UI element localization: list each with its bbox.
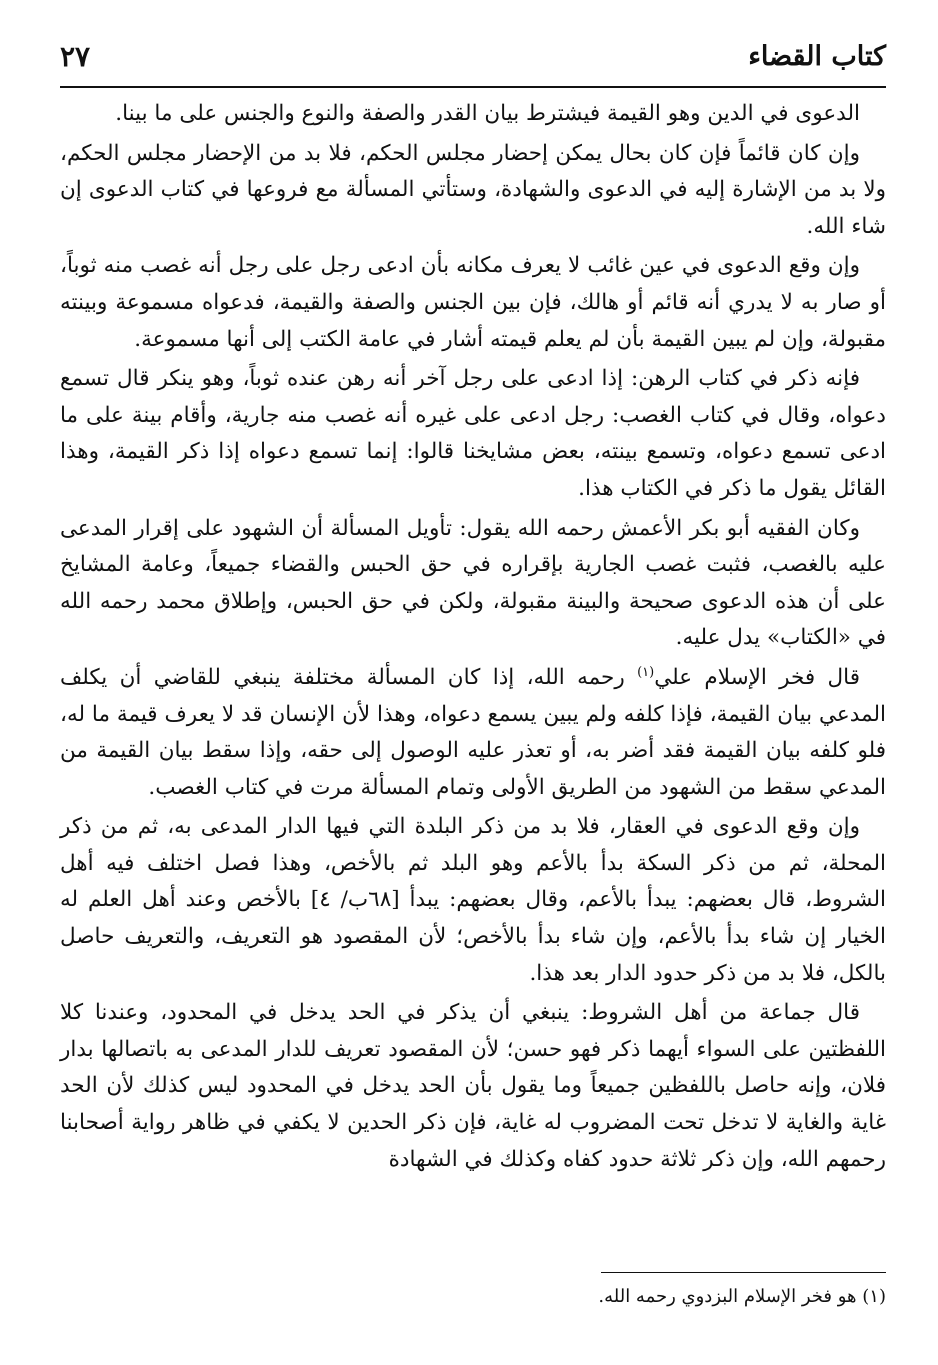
- header-rule: [60, 86, 886, 88]
- footnote-number: (١): [862, 1286, 886, 1307]
- footnote-rule: [601, 1272, 886, 1273]
- paragraph: وإن كان قائماً فإن كان بحال يمكن إحضار مجلس الحكم، فلا بد من الإحضار مجلس الحكم، ولا بد من الإشارة إليه في الدعوى والشهادة، وستأتي المسألة مع فروعها في كتاب الدعوى إن شاء الله.: [60, 140, 886, 239]
- paragraph: وإن وقع الدعوى في العقار، فلا بد من ذكر البلدة التي فيها الدار المدعى به، ثم من ذكر المحلة، ثم من ذكر السكة بدأ بالأعم وهو البلد ثم بالأخص، وهذا فصل اختلف فيه أهل الشروط، قال بعضهم: يبدأ بالأعم، وقال بعضهم: يبدأ [٦٨ب/ ٤] بالأخص وعند أهل العلم له الخيار إن شاء بدأ بالأعم، وإن شاء بدأ بالأخص؛ لأن المقصود هو التعريف، والتعريف حاصل بالكل، فلا بد من ذكر حدود الدار بعد هذا.: [60, 814, 886, 986]
- footnote: [60, 1284, 886, 1310]
- chapter-title: كتاب القضاء: [748, 40, 886, 72]
- paragraph: وإن وقع الدعوى في عين غائب لا يعرف مكانه بأن ادعى رجل على رجل أنه غصب منه ثوباً، أو صار به لا يدري أنه قائم أو هالك، فإن بين الجنس والصفة والقيمة، فدعواه مسموعة وبينته مقبولة، وإن لم يبين القيمة بأن لم يعلم قيمته أشار في عامة الكتب إلى أنها مسموعة.: [60, 253, 886, 352]
- paragraph: قال جماعة من أهل الشروط: ينبغي أن يذكر في الحد يدخل في المحدود، وعندنا كلا اللفظتين على السواء أيهما ذكر فهو حسن؛ لأن المقصود تعريف للدار المدعى به باتصالها بدار فلان، وإنه حاصل باللفظين جميعاً وما يقول بأن الحد يدخل في المحدود ليس كذلك لأن الحد غاية والغاية لا تدخل تحت المضروب له غاية، فإن ذكر الحدين لا يكفي في ظاهر رواية أصحابنا رحمهم الله، وإن ذكر ثلاثة حدود كفاه وكذلك في الشهادة: [60, 1000, 886, 1172]
- paragraph-with-footnote: [60, 660, 886, 806]
- footnote-reference: (١): [637, 664, 655, 680]
- paragraph-text: قال فخر الإسلام علي: [654, 664, 860, 690]
- page-number: ٢٧: [60, 39, 91, 73]
- paragraph: فإنه ذكر في كتاب الرهن: إذا ادعى على رجل آخر أنه رهن عنده ثوباً، وهو ينكر قال تسمع دعواه، وقال في كتاب الغصب: رجل ادعى على غيره أنه غصب منه جارية، وأقام بينة على ما ادعى تسمع دعواه، وتسمع بينته، بعض مشايخنا قالوا: إنما تسمع دعواه إذا ذكر القيمة، وهذا القائل يقول ما ذكر في الكتاب هذا.: [60, 366, 886, 501]
- main-text: [60, 96, 886, 1181]
- footnote-text: هو فخر الإسلام البزدوي رحمه الله.: [598, 1286, 857, 1307]
- running-header: [60, 36, 886, 76]
- paragraph: الدعوى في الدين وهو القيمة فيشترط بيان القدر والصفة والنوع والجنس على ما بينا.: [115, 101, 860, 126]
- paragraph-text: رحمه الله، إذا كان المسألة مختلفة ينبغي للقاضي أن يكلف المدعي بيان القيمة، فإذا كلفه ولم يبين يسمع دعواه، وهذا لأن الإنسان قد لا يعرف قيمة ما له، فلو كلفه بيان القيمة فقد أضر به، أو تعذر عليه الوصول إلى حقه، وإذا سقط بيان القيمة من المدعي سقط من الشهود من الطريق الأولى وتمام المسألة مرت في كتاب الغصب.: [60, 664, 886, 800]
- paragraph: وكان الفقيه أبو بكر الأعمش رحمه الله يقول: تأويل المسألة أن الشهود على إقرار المدعى عليه بالغصب، فثبت غصب الجارية بإقراره في حق الحبس والقضاء جميعاً، وعامة المشايخ على أن هذه الدعوى صحيحة والبينة مقبولة، ولكن في حق الحبس، وإطلاق محمد رحمه الله في «الكتاب» يدل عليه.: [60, 515, 886, 651]
